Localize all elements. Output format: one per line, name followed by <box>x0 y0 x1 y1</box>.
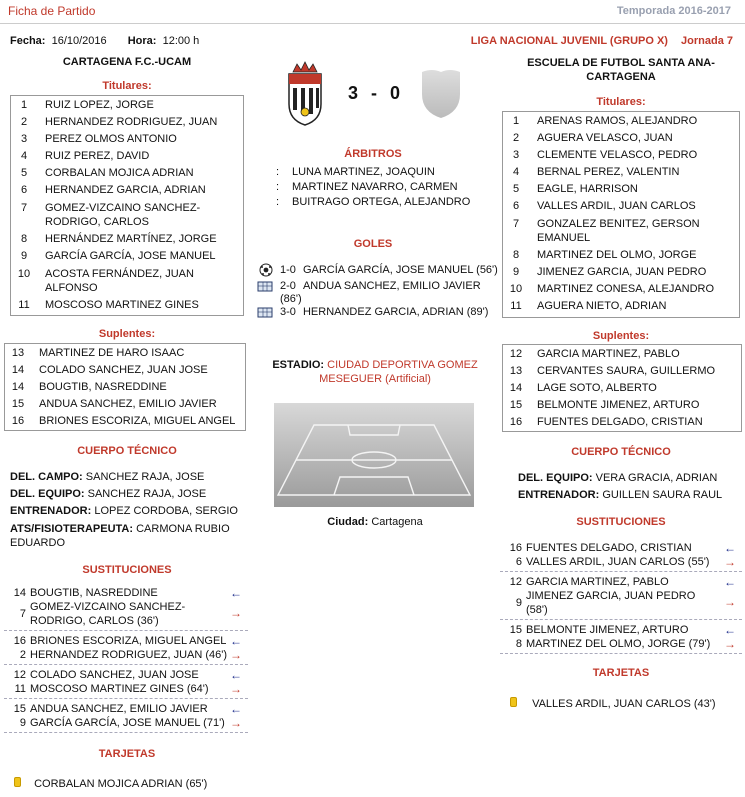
goal-row <box>280 280 490 306</box>
sub-player-name[interactable]: FUENTES DELGADO, CRISTIAN <box>526 542 692 554</box>
away-subs-list <box>500 538 742 654</box>
player-row[interactable] <box>503 147 739 164</box>
player-number: 14 <box>11 364 25 376</box>
home-crest-icon <box>283 60 327 126</box>
player-row[interactable] <box>503 198 739 215</box>
goal-scorer[interactable]: ANDUA SANCHEZ, EMILIO JAVIER (86') <box>280 280 481 305</box>
player-name[interactable]: RUIZ PEREZ, DAVID <box>45 150 150 162</box>
player-name[interactable]: VALLES ARDIL, JUAN CARLOS <box>537 200 696 212</box>
player-row[interactable] <box>11 114 243 131</box>
sub-player-number: 7 <box>19 608 26 620</box>
player-row[interactable] <box>5 362 245 379</box>
arrow-out-icon: → <box>230 682 242 696</box>
card-player-name[interactable]: VALLES ARDIL, JUAN CARLOS (43') <box>532 698 716 710</box>
home-score: 3 <box>348 83 359 103</box>
match-time: 12:00 h <box>162 35 200 47</box>
season-label[interactable]: Temporada 2016-2017 <box>616 5 731 17</box>
player-name[interactable]: BRIONES ESCORIZA, MIGUEL ANGEL <box>39 415 236 427</box>
player-row[interactable] <box>11 182 243 199</box>
home-card-row <box>14 777 250 790</box>
away-score: 0 <box>390 83 401 103</box>
player-number: 5 <box>512 183 520 195</box>
sub-player-name[interactable]: HERNANDEZ RODRIGUEZ, JUAN (46') <box>30 649 228 661</box>
stadium-info: ESTADIO: CIUDAD DEPORTIVA GOMEZ MESEGUER (Artificial) <box>272 359 478 385</box>
arbitros-heading: ÁRBITROS <box>344 148 402 160</box>
sub-player-number: 12 <box>13 669 26 681</box>
player-row[interactable] <box>11 199 243 231</box>
substitution <box>4 665 248 699</box>
player-row[interactable] <box>503 113 739 130</box>
home-sustituciones-heading: SUSTITUCIONES <box>82 564 172 576</box>
away-suplentes-heading: Suplentes: <box>592 330 650 342</box>
sub-player-name[interactable]: MOSCOSO MARTINEZ GINES (64') <box>30 683 209 695</box>
sub-player-name[interactable]: MARTINEZ DEL OLMO, JORGE (79') <box>526 638 711 650</box>
arrow-out-icon: → <box>230 716 242 730</box>
player-number: 4 <box>20 150 28 162</box>
scoreboard <box>348 83 400 104</box>
sub-player-name[interactable]: BOUGTIB, NASREDDINE <box>30 587 158 599</box>
player-number: 5 <box>20 167 28 179</box>
match-date-time: Fecha: 16/10/2016 Hora: 12:00 h <box>10 35 200 47</box>
substitution <box>4 583 248 631</box>
card-player-name[interactable]: CORBALAN MOJICA ADRIAN (65') <box>34 778 208 790</box>
player-row[interactable] <box>11 265 243 297</box>
player-name[interactable]: CERVANTES SAURA, GUILLERMO <box>537 365 716 377</box>
goal-net-icon <box>257 281 273 293</box>
player-row[interactable] <box>5 396 245 413</box>
away-titulares-heading: Titulares: <box>596 96 646 108</box>
player-row[interactable] <box>11 297 243 314</box>
page-title: Ficha de Partido <box>8 4 96 18</box>
away-tarjetas-heading: TARJETAS <box>592 667 650 679</box>
away-suplentes-list <box>502 344 742 432</box>
substitution-line <box>4 716 248 730</box>
player-row[interactable] <box>503 346 741 363</box>
substitution-line <box>500 541 742 555</box>
sub-player-number: 16 <box>13 635 26 647</box>
arrow-in-icon: ← <box>230 586 242 600</box>
sub-player-name[interactable]: JIMENEZ GARCIA, JUAN PEDRO (58') <box>526 590 696 616</box>
referee-name: BUITRAGO ORTEGA, ALEJANDRO <box>292 196 471 208</box>
player-number: 1 <box>20 99 28 111</box>
away-card-row <box>510 697 740 710</box>
arrow-out-icon: → <box>724 637 736 651</box>
arrow-out-icon: → <box>230 648 242 662</box>
player-number: 13 <box>509 365 523 377</box>
arrow-in-icon: ← <box>724 575 736 589</box>
home-titulares-heading: Titulares: <box>102 80 152 92</box>
player-name[interactable]: COLADO SANCHEZ, JUAN JOSE <box>39 364 208 376</box>
player-number: 16 <box>11 415 25 427</box>
player-number: 15 <box>509 399 523 411</box>
home-cuerpo-heading: CUERPO TÉCNICO <box>77 445 177 457</box>
substitution-line <box>500 575 742 589</box>
player-row[interactable] <box>503 264 739 281</box>
substitution-line <box>4 668 248 682</box>
player-number: 8 <box>512 249 520 261</box>
player-name[interactable]: GARCIA MARTINEZ, PABLO <box>537 348 680 360</box>
player-number: 7 <box>512 218 520 230</box>
player-name[interactable]: GARCÍA GARCÍA, JOSE MANUEL <box>45 250 216 262</box>
sub-player-number: 12 <box>509 576 522 588</box>
substitution-line <box>500 555 742 569</box>
player-row[interactable] <box>11 165 243 182</box>
substitution-line <box>500 623 742 637</box>
player-row[interactable] <box>503 164 739 181</box>
goles-heading: GOLES <box>353 238 393 250</box>
sub-player-number: 16 <box>509 542 522 554</box>
sub-player-name[interactable]: COLADO SANCHEZ, JUAN JOSE <box>30 669 199 681</box>
player-name[interactable]: BELMONTE JIMENEZ, ARTURO <box>537 399 700 411</box>
sub-player-name[interactable]: BRIONES ESCORIZA, MIGUEL ANGEL <box>30 635 227 647</box>
player-name[interactable]: HERNANDEZ GARCIA, ADRIAN <box>45 184 206 196</box>
substitution-line <box>4 634 248 648</box>
player-name[interactable]: HERNANDEZ RODRIGUEZ, JUAN <box>45 116 218 128</box>
player-row[interactable] <box>503 397 741 414</box>
player-name[interactable]: EAGLE, HARRISON <box>537 183 638 195</box>
top-bar <box>0 0 745 24</box>
player-row[interactable] <box>11 148 243 165</box>
substitution-line <box>4 702 248 716</box>
player-number: 10 <box>509 283 523 295</box>
player-row[interactable] <box>5 345 245 362</box>
player-number: 7 <box>20 202 28 214</box>
goal-score: 3-0 <box>280 306 296 318</box>
player-row[interactable] <box>503 181 739 198</box>
sub-player-number: 6 <box>515 556 522 568</box>
player-row[interactable] <box>11 231 243 248</box>
substitution-line <box>500 637 742 651</box>
sub-player-name[interactable]: VALLES ARDIL, JUAN CARLOS (55') <box>526 556 710 568</box>
player-name[interactable]: MARTINEZ CONESA, ALEJANDRO <box>537 283 715 295</box>
sub-player-name[interactable]: GARCIA MARTINEZ, PABLO <box>526 576 669 588</box>
player-row[interactable] <box>503 281 739 298</box>
player-row[interactable] <box>503 363 741 380</box>
sub-player-number: 9 <box>515 597 522 609</box>
home-subs-list <box>4 583 248 733</box>
substitution-line <box>4 682 248 696</box>
arrow-out-icon: → <box>724 595 736 609</box>
score-separator: - <box>371 83 378 103</box>
player-name[interactable]: RUIZ LOPEZ, JORGE <box>45 99 154 111</box>
player-name[interactable]: CLEMENTE VELASCO, PEDRO <box>537 149 698 161</box>
player-name[interactable]: BOUGTIB, NASREDDINE <box>39 381 167 393</box>
sub-player-number: 9 <box>19 717 26 729</box>
match-date: 16/10/2016 <box>51 35 107 47</box>
arrow-in-icon: ← <box>724 541 736 555</box>
player-number: 8 <box>20 233 28 245</box>
sub-player-name[interactable]: GOMEZ-VIZCAINO SANCHEZ-RODRIGO, CARLOS (36') <box>30 601 186 627</box>
sub-player-number: 8 <box>515 638 522 650</box>
player-number: 4 <box>512 166 520 178</box>
substitution <box>4 631 248 665</box>
substitution-line <box>500 589 742 617</box>
home-tarjetas-heading: TARJETAS <box>98 748 156 760</box>
player-row[interactable] <box>11 97 243 114</box>
home-team-name[interactable]: CARTAGENA F.C.-UCAM <box>62 56 192 68</box>
home-titulares-list <box>10 95 244 316</box>
player-name[interactable]: ARENAS RAMOS, ALEJANDRO <box>537 115 698 127</box>
player-name[interactable]: GOMEZ-VIZCAINO SANCHEZ-RODRIGO, CARLOS <box>45 202 201 228</box>
player-number: 13 <box>11 347 25 359</box>
sub-player-number: 11 <box>14 683 26 695</box>
arbitros-list: : LUNA MARTINEZ, JOAQUIN : MARTINEZ NAVARRO, CARMEN : BUITRAGO ORTEGA, ALEJANDRO <box>276 166 471 208</box>
substitution <box>4 699 248 733</box>
arrow-in-icon: ← <box>230 702 242 716</box>
player-name[interactable]: JIMENEZ GARCIA, JUAN PEDRO <box>537 266 707 278</box>
substitution <box>500 538 742 572</box>
player-number: 9 <box>512 266 520 278</box>
goal-score: 1-0 <box>280 264 296 276</box>
player-name[interactable]: PEREZ OLMOS ANTONIO <box>45 133 177 145</box>
round-label: Jornada 7 <box>681 35 733 47</box>
player-number: 12 <box>509 348 523 360</box>
stadium-surface: (Artificial) <box>385 373 431 385</box>
player-number: 10 <box>17 268 31 280</box>
city-info: Ciudad: Cartagena <box>327 516 423 528</box>
goal-row <box>280 306 502 318</box>
player-name[interactable]: MARTINEZ DE HARO ISAAC <box>39 347 185 359</box>
player-name[interactable]: CORBALAN MOJICA ADRIAN <box>45 167 194 179</box>
player-row[interactable] <box>503 414 741 431</box>
arrow-in-icon: ← <box>230 668 242 682</box>
player-row[interactable] <box>503 380 741 397</box>
player-number: 2 <box>20 116 28 128</box>
player-number: 11 <box>510 300 522 312</box>
player-name[interactable]: ACOSTA FERNÁNDEZ, JUAN ALFONSO <box>45 268 194 294</box>
goal-scorer[interactable]: GARCÍA GARCÍA, JOSE MANUEL (56') <box>302 264 498 276</box>
player-name[interactable]: MARTINEZ DEL OLMO, JORGE <box>537 249 697 261</box>
player-row[interactable] <box>11 131 243 148</box>
player-name[interactable]: MOSCOSO MARTINEZ GINES <box>45 299 199 311</box>
city-name: Cartagena <box>371 516 423 528</box>
player-name[interactable]: FUENTES DELGADO, CRISTIAN <box>537 416 703 428</box>
player-number: 16 <box>509 416 523 428</box>
player-number: 9 <box>20 250 28 262</box>
referee-name: MARTINEZ NAVARRO, CARMEN <box>292 181 458 193</box>
sub-player-number: 15 <box>13 703 26 715</box>
away-titulares-list <box>502 111 740 318</box>
arrow-in-icon: ← <box>230 634 242 648</box>
ball-icon <box>259 263 273 277</box>
player-number: 14 <box>509 382 523 394</box>
referee-name: LUNA MARTINEZ, JOAQUIN <box>292 166 435 178</box>
player-name[interactable]: BERNAL PEREZ, VALENTIN <box>537 166 680 178</box>
sub-player-name[interactable]: ANDUA SANCHEZ, EMILIO JAVIER <box>30 703 208 715</box>
player-name[interactable]: HERNÁNDEZ MARTÍNEZ, JORGE <box>45 233 217 245</box>
player-row[interactable] <box>503 298 739 315</box>
player-number: 11 <box>18 299 30 311</box>
sub-player-name[interactable]: GARCÍA GARCÍA, JOSE MANUEL (71') <box>30 717 225 729</box>
sub-player-number: 15 <box>509 624 522 636</box>
yellow-card-icon <box>510 697 517 707</box>
home-suplentes-heading: Suplentes: <box>98 328 156 340</box>
player-number: 3 <box>512 149 520 161</box>
arrow-out-icon: → <box>230 606 242 620</box>
yellow-card-icon <box>14 777 21 787</box>
player-row[interactable] <box>503 130 739 147</box>
away-cuerpo-heading: CUERPO TÉCNICO <box>571 446 671 458</box>
goal-net-icon <box>257 307 273 319</box>
away-staff: DEL. EQUIPO: VERA GRACIA, ADRIAN ENTRENADOR: GUILLEN SAURA RAUL <box>518 472 723 501</box>
player-number: 2 <box>512 132 520 144</box>
football-pitch-image <box>274 403 474 507</box>
substitution-line <box>4 648 248 662</box>
sub-player-name[interactable]: BELMONTE JIMENEZ, ARTURO <box>526 624 689 636</box>
player-number: 15 <box>11 398 25 410</box>
player-row[interactable] <box>503 215 739 247</box>
player-row[interactable] <box>5 379 245 396</box>
substitution <box>500 572 742 620</box>
substitution <box>500 620 742 654</box>
player-name[interactable]: LAGE SOTO, ALBERTO <box>537 382 657 394</box>
home-crest[interactable] <box>283 60 327 126</box>
player-row[interactable] <box>503 247 739 264</box>
player-number: 6 <box>512 200 520 212</box>
substitution-line <box>4 586 248 600</box>
away-team-name[interactable]: ESCUELA DE FUTBOL SANTA ANA-CARTAGENA <box>527 57 715 83</box>
player-number: 14 <box>11 381 25 393</box>
league-name[interactable]: LIGA NACIONAL JUVENIL (GRUPO X) <box>470 35 668 47</box>
home-staff: DEL. CAMPO: SANCHEZ RAJA, JOSE DEL. EQUIPO: SANCHEZ RAJA, JOSE ENTRENADOR: LOPEZ CORDOBA, SERGIO ATS/FISIOTERAPEUTA: CARMONA RUBIO EDUARDO <box>10 471 238 549</box>
away-crest[interactable] <box>418 66 464 120</box>
stadium-name[interactable]: CIUDAD DEPORTIVA GOMEZ MESEGUER <box>319 359 478 385</box>
goal-row <box>280 264 502 276</box>
player-row[interactable] <box>5 413 245 430</box>
substitution-line <box>4 600 248 628</box>
player-name[interactable]: ANDUA SANCHEZ, EMILIO JAVIER <box>39 398 217 410</box>
arrow-in-icon: ← <box>724 623 736 637</box>
goal-scorer[interactable]: HERNANDEZ GARCIA, ADRIAN (89') <box>302 306 489 318</box>
sub-player-number: 2 <box>19 649 26 661</box>
home-suplentes-list <box>4 343 246 431</box>
player-row[interactable] <box>11 248 243 265</box>
player-name[interactable]: GONZALEZ BENITEZ, GERSON EMANUEL <box>537 218 700 244</box>
player-number: 6 <box>20 184 28 196</box>
player-number: 3 <box>20 133 28 145</box>
stadium-photo <box>274 403 474 507</box>
arrow-out-icon: → <box>724 555 736 569</box>
sub-player-number: 14 <box>13 587 26 599</box>
away-sustituciones-heading: SUSTITUCIONES <box>576 516 666 528</box>
away-crest-placeholder-icon <box>418 66 464 120</box>
player-name[interactable]: AGUERA NIETO, ADRIAN <box>537 300 667 312</box>
goal-score: 2-0 <box>280 280 296 292</box>
player-number: 1 <box>512 115 520 127</box>
home-crest-caption <box>240 119 241 120</box>
player-name[interactable]: AGUERA VELASCO, JUAN <box>537 132 673 144</box>
league-info <box>471 35 733 47</box>
